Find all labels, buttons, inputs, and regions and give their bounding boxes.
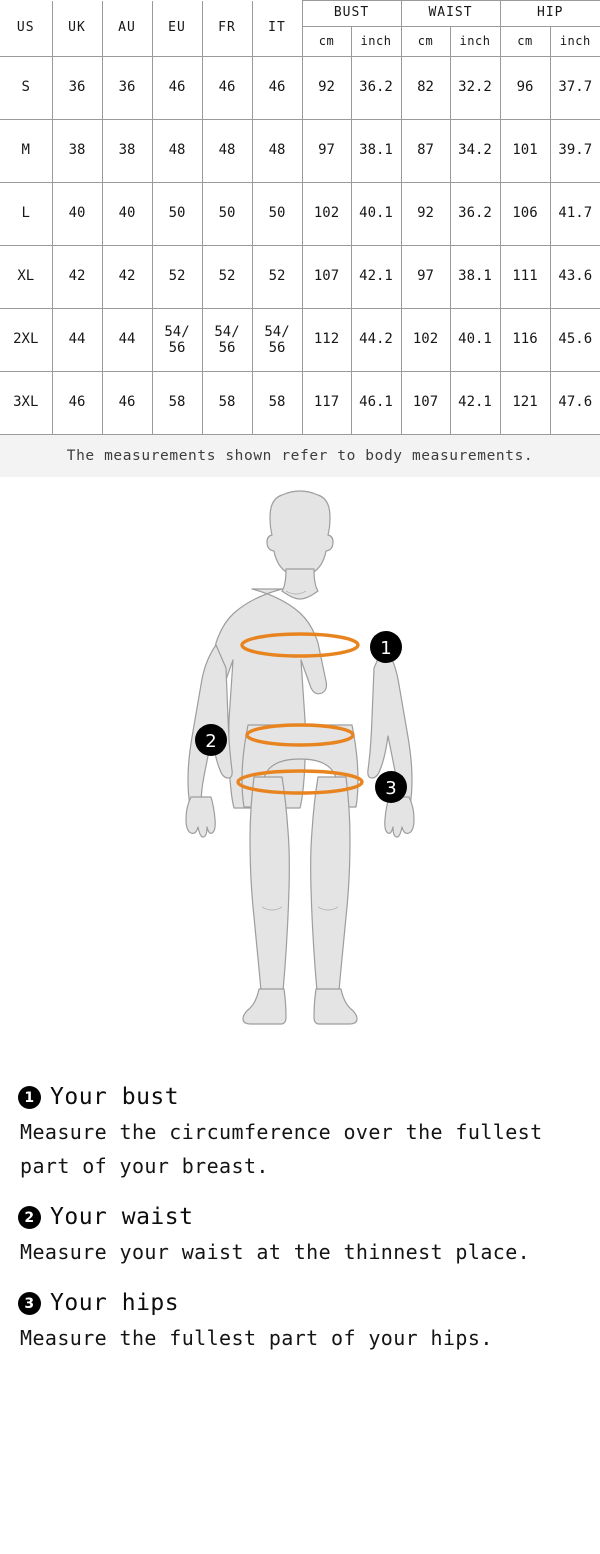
body-measurement-figure <box>0 477 600 1077</box>
header-waist-cm: cm <box>401 27 450 57</box>
cell-uk: 44 <box>52 309 102 372</box>
cell-bust-inch: 46.1 <box>351 372 401 435</box>
table-row <box>0 183 600 246</box>
cell-hip-cm: 111 <box>500 246 550 309</box>
cell-au: 38 <box>102 120 152 183</box>
cell-eu-line2: 56 <box>168 340 186 356</box>
size-table <box>0 0 600 435</box>
header-waist-group: WAIST <box>401 1 500 27</box>
legend-title-text: Your bust <box>50 1084 180 1110</box>
legend-title-waist <box>18 1203 582 1233</box>
cell-eu: 50 <box>152 183 202 246</box>
cell-hip-cm: 116 <box>500 309 550 372</box>
cell-us: XL <box>0 246 52 309</box>
legend-title-text: Your waist <box>50 1203 194 1230</box>
legend-title-hips <box>18 1289 582 1319</box>
header-it: IT <box>252 1 302 57</box>
cell-eu: 52 <box>152 246 202 309</box>
measurement-legend <box>0 1077 600 1379</box>
cell-waist-cm: 87 <box>401 120 450 183</box>
cell-hip-cm: 106 <box>500 183 550 246</box>
cell-fr: 58 <box>202 372 252 435</box>
table-row <box>0 57 600 120</box>
number-three-icon: 3 <box>18 1292 41 1315</box>
male-body-diagram <box>0 477 600 1077</box>
cell-waist-inch: 42.1 <box>450 372 500 435</box>
cell-waist-cm: 97 <box>401 246 450 309</box>
svg-text:2: 2 <box>205 731 217 752</box>
cell-bust-inch: 42.1 <box>351 246 401 309</box>
table-row <box>0 309 600 372</box>
cell-bust-inch: 40.1 <box>351 183 401 246</box>
cell-bust-inch: 44.2 <box>351 309 401 372</box>
cell-eu: 48 <box>152 120 202 183</box>
cell-waist-cm: 107 <box>401 372 450 435</box>
cell-uk: 40 <box>52 183 102 246</box>
cell-uk: 36 <box>52 57 102 120</box>
cell-fr: 48 <box>202 120 252 183</box>
cell-au: 46 <box>102 372 152 435</box>
cell-waist-inch: 36.2 <box>450 183 500 246</box>
header-hip-inch: inch <box>550 27 600 57</box>
cell-waist-inch: 34.2 <box>450 120 500 183</box>
legend-desc-bust: Measure the circumference over the fullest part of your breast. <box>20 1119 543 1178</box>
table-row <box>0 246 600 309</box>
legend-title-bust <box>18 1083 582 1113</box>
header-uk: UK <box>52 1 102 57</box>
header-bust-inch: inch <box>351 27 401 57</box>
cell-waist-inch: 38.1 <box>450 246 500 309</box>
cell-hip-inch: 39.7 <box>550 120 600 183</box>
header-us: US <box>0 1 52 57</box>
cell-fr: 46 <box>202 57 252 120</box>
cell-eu: 46 <box>152 57 202 120</box>
bust-marker-badge <box>370 631 402 663</box>
cell-eu: 58 <box>152 372 202 435</box>
cell-hip-cm: 101 <box>500 120 550 183</box>
cell-us: L <box>0 183 52 246</box>
cell-us: 3XL <box>0 372 52 435</box>
cell-bust-cm: 102 <box>302 183 351 246</box>
cell-waist-cm: 102 <box>401 309 450 372</box>
cell-us: S <box>0 57 52 120</box>
cell-bust-inch: 36.2 <box>351 57 401 120</box>
header-waist-inch: inch <box>450 27 500 57</box>
measurement-note: The measurements shown refer to body measurements. <box>0 435 600 477</box>
cell-it-line2: 56 <box>268 340 286 356</box>
cell-au: 44 <box>102 309 152 372</box>
cell-bust-cm: 92 <box>302 57 351 120</box>
cell-waist-cm: 92 <box>401 183 450 246</box>
size-table-container <box>0 0 600 435</box>
cell-au: 36 <box>102 57 152 120</box>
cell-fr-line1: 54/ <box>214 323 240 340</box>
cell-hip-cm: 121 <box>500 372 550 435</box>
cell-eu <box>152 309 202 372</box>
cell-waist-inch: 40.1 <box>450 309 500 372</box>
cell-hip-inch: 47.6 <box>550 372 600 435</box>
cell-fr-line2: 56 <box>218 340 236 356</box>
legend-desc-hips: Measure the fullest part of your hips. <box>20 1325 493 1350</box>
cell-it: 48 <box>252 120 302 183</box>
legend-item-bust <box>18 1083 582 1183</box>
table-row <box>0 372 600 435</box>
svg-text:1: 1 <box>380 638 392 659</box>
cell-waist-cm: 82 <box>401 57 450 120</box>
number-one-icon: 1 <box>18 1086 41 1109</box>
cell-bust-cm: 117 <box>302 372 351 435</box>
header-au: AU <box>102 1 152 57</box>
header-bust-group: BUST <box>302 1 401 27</box>
cell-it-line1: 54/ <box>264 323 290 340</box>
cell-fr: 50 <box>202 183 252 246</box>
cell-uk: 46 <box>52 372 102 435</box>
cell-it: 52 <box>252 246 302 309</box>
table-row <box>0 120 600 183</box>
table-header-row-groups <box>0 1 600 27</box>
cell-uk: 38 <box>52 120 102 183</box>
cell-hip-cm: 96 <box>500 57 550 120</box>
cell-it: 58 <box>252 372 302 435</box>
header-bust-cm: cm <box>302 27 351 57</box>
legend-title-text: Your hips <box>50 1289 180 1316</box>
svg-text:3: 3 <box>385 778 397 799</box>
cell-hip-inch: 45.6 <box>550 309 600 372</box>
header-fr: FR <box>202 1 252 57</box>
cell-bust-cm: 107 <box>302 246 351 309</box>
header-hip-group: HIP <box>500 1 600 27</box>
cell-au: 42 <box>102 246 152 309</box>
cell-bust-inch: 38.1 <box>351 120 401 183</box>
header-hip-cm: cm <box>500 27 550 57</box>
legend-item-hips <box>18 1289 582 1355</box>
cell-us: 2XL <box>0 309 52 372</box>
cell-us: M <box>0 120 52 183</box>
legend-item-waist <box>18 1203 582 1269</box>
cell-it: 50 <box>252 183 302 246</box>
cell-eu-line1: 54/ <box>164 323 190 340</box>
cell-au: 40 <box>102 183 152 246</box>
cell-it <box>252 309 302 372</box>
cell-fr <box>202 309 252 372</box>
header-eu: EU <box>152 1 202 57</box>
waist-marker-badge <box>195 724 227 756</box>
cell-hip-inch: 37.7 <box>550 57 600 120</box>
cell-hip-inch: 41.7 <box>550 183 600 246</box>
cell-uk: 42 <box>52 246 102 309</box>
hip-marker-badge <box>375 771 407 803</box>
cell-it: 46 <box>252 57 302 120</box>
legend-desc-waist: Measure your waist at the thinnest place. <box>20 1239 531 1264</box>
cell-hip-inch: 43.6 <box>550 246 600 309</box>
number-two-icon: 2 <box>18 1206 41 1229</box>
cell-waist-inch: 32.2 <box>450 57 500 120</box>
cell-bust-cm: 97 <box>302 120 351 183</box>
cell-fr: 52 <box>202 246 252 309</box>
cell-bust-cm: 112 <box>302 309 351 372</box>
